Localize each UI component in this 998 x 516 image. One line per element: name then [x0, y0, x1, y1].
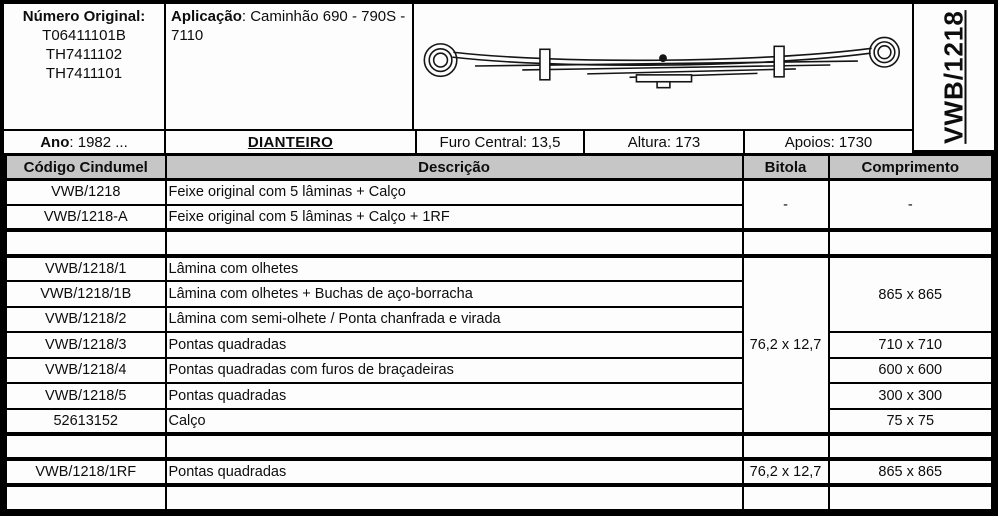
- comprimento-value: 300 x 300: [829, 383, 993, 408]
- part-description: Calço: [166, 409, 743, 434]
- table-row: [6, 409, 993, 434]
- comprimento-value: -: [829, 180, 993, 231]
- numero-original-label: Número Original:: [22, 8, 146, 25]
- ano-cell: [4, 131, 166, 153]
- aplicacao-label: Aplicação: [171, 8, 242, 25]
- part-code: VWB/1218/1B: [6, 281, 166, 306]
- part-code: VWB/1218/2: [6, 307, 166, 332]
- part-description: Pontas quadradas: [166, 332, 743, 357]
- comprimento-value: 600 x 600: [829, 358, 993, 383]
- part-code: 52613152: [6, 409, 166, 434]
- table-row: [6, 332, 993, 357]
- comprimento-value: 865 x 865: [829, 459, 993, 484]
- bitola-value: -: [743, 180, 829, 231]
- numero-original-value: TH7411101: [45, 65, 123, 82]
- numero-original-value: TH7411102: [45, 46, 123, 63]
- comprimento-value: 710 x 710: [829, 332, 993, 357]
- part-code: [6, 485, 166, 511]
- table-row: [6, 383, 993, 408]
- part-description: Pontas quadradas: [166, 383, 743, 408]
- spacer-row: [6, 434, 993, 459]
- parts-table-wrapper: [4, 153, 994, 512]
- comprimento-value: [829, 230, 993, 255]
- furo-central-cell: Furo Central: 13,5: [417, 131, 585, 153]
- part-code: [6, 434, 166, 459]
- leaf-spring-drawing: [414, 4, 912, 131]
- table-header-row: [6, 155, 993, 180]
- parts-table: [4, 153, 994, 512]
- numero-original-cell: [4, 4, 166, 131]
- aplicacao-cell: [166, 4, 414, 131]
- bitola-value: [743, 230, 829, 255]
- comprimento-value: [829, 485, 993, 511]
- part-description: Lâmina com olhetes + Buchas de aço-borracha: [166, 281, 743, 306]
- part-code-panel: [912, 4, 994, 153]
- table-row: [6, 180, 993, 205]
- part-description: [166, 485, 743, 511]
- part-code: VWB/1218/3: [6, 332, 166, 357]
- spacer-row: [6, 230, 993, 255]
- altura-cell: Altura: 173: [585, 131, 745, 153]
- bitola-value: 76,2 x 12,7: [743, 459, 829, 484]
- part-code: VWB/1218: [6, 180, 166, 205]
- part-code-vertical-label: VWB/1218: [938, 10, 969, 144]
- bitola-value: 76,2 x 12,7: [743, 256, 829, 434]
- part-description: [166, 434, 743, 459]
- column-header-bitola: Bitola: [743, 155, 829, 180]
- table-row: [6, 256, 993, 281]
- part-description: Lâmina com olhetes: [166, 256, 743, 281]
- part-code: VWB/1218/4: [6, 358, 166, 383]
- table-row: [6, 358, 993, 383]
- part-code: VWB/1218/1RF: [6, 459, 166, 484]
- apoios-cell: Apoios: 1730: [784, 133, 873, 151]
- bitola-value: [743, 434, 829, 459]
- column-header-descricao: Descrição: [166, 155, 743, 180]
- part-code: VWB/1218/5: [6, 383, 166, 408]
- column-header-codigo: Código Cindumel: [6, 155, 166, 180]
- comprimento-value: 865 x 865: [829, 256, 993, 332]
- posicao-cell: DIANTEIRO: [166, 131, 417, 153]
- part-code: [6, 230, 166, 255]
- part-description: Feixe original com 5 lâminas + Calço + 1RF: [166, 205, 743, 230]
- column-header-comprimento: Comprimento: [829, 155, 993, 180]
- bitola-value: [743, 485, 829, 511]
- part-code: VWB/1218/1: [6, 256, 166, 281]
- leaf-spring-illustration: [414, 4, 912, 129]
- part-description: Feixe original com 5 lâminas + Calço: [166, 180, 743, 205]
- part-description: Lâmina com semi-olhete / Ponta chanfrada e virada: [166, 307, 743, 332]
- spacer-row: [6, 485, 993, 511]
- part-code: VWB/1218-A: [6, 205, 166, 230]
- part-description: [166, 230, 743, 255]
- comprimento-value: [829, 434, 993, 459]
- aplicacao-value: : Caminhão 690 - 790S - 7110: [171, 8, 406, 44]
- numero-original-value: T06411101B: [42, 27, 126, 44]
- table-row: [6, 459, 993, 484]
- ano-label: Ano: [40, 133, 70, 151]
- part-description: Pontas quadradas com furos de braçadeiras: [166, 358, 743, 383]
- comprimento-value: 75 x 75: [829, 409, 993, 434]
- part-description: Pontas quadradas: [166, 459, 743, 484]
- ano-value: : 1982 ...: [69, 133, 128, 151]
